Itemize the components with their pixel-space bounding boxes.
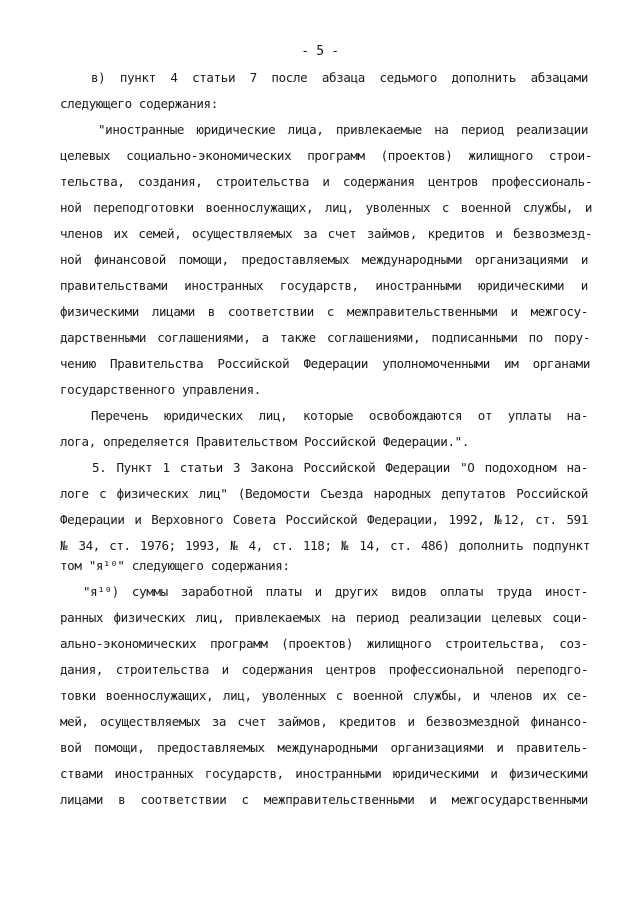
text-line: логе с физических лиц" (Ведомости Съезда народных депутатов Российской	[60, 486, 588, 501]
text-line: том "я¹⁰" следующего содержания:	[60, 558, 290, 573]
text-line: ной переподготовки военнослужащих, лиц, уволенных с военной службы, и	[60, 200, 592, 215]
text-line: государственного управления.	[60, 382, 261, 397]
text-line: чению Правительства Российской Федерации уполномоченными им органами	[60, 356, 590, 371]
text-line: Федерации и Верховного Совета Российской Федерации, 1992, №12, ст. 591	[60, 512, 588, 527]
text-line: "я¹⁰) суммы заработной платы и других видов оплаты труда иност-	[83, 584, 588, 599]
text-line: ной финансовой помощи, предоставляемых международными организациями и	[60, 252, 588, 267]
text-line: № 34, ст. 1976; 1993, № 4, ст. 118; № 14, ст. 486) дополнить подпункт	[60, 538, 590, 553]
text-line: ально-экономических программ (проектов) жилищного строительства, соз-	[60, 636, 588, 651]
text-line: "иностранные юридические лица, привлекаемые на период реализации	[98, 122, 588, 137]
text-line: следующего содержания:	[60, 96, 218, 111]
text-line: физическими лицами в соответствии с межправительственными и межгосу-	[60, 304, 588, 319]
text-line: дарственными соглашениями, а также соглашениями, подписанными по пору-	[60, 330, 590, 345]
text-line: мей, осуществляемых за счет займов, кредитов и безвозмездной финансо-	[60, 714, 588, 729]
text-line: целевых социально-экономических программ (проектов) жилищного строи-	[60, 148, 592, 163]
text-line: 5. Пункт 1 статьи 3 Закона Российской Федерации "О подоходном на-	[92, 460, 588, 475]
text-line: ствами иностранных государств, иностранными юридическими и физическими	[60, 766, 588, 781]
text-line: ранных физических лиц, привлекаемых на период реализации целевых соци-	[60, 610, 588, 625]
text-line: лицами в соответствии с межправительственными и межгосударственными	[60, 792, 588, 807]
text-line: в) пункт 4 статьи 7 после абзаца седьмого дополнить абзацами	[91, 70, 588, 85]
page-number: - 5 -	[301, 44, 339, 59]
text-line: товки военнослужащих, лиц, уволенных с военной службы, и членов их се-	[60, 688, 588, 703]
text-line: вой помощи, предоставляемых международными организациями и правитель-	[60, 740, 588, 755]
text-line: членов их семей, осуществляемых за счет займов, кредитов и безвозмезд-	[60, 226, 592, 241]
text-line: тельства, создания, строительства и содержания центров профессиональ-	[60, 174, 592, 189]
text-line: дания, строительства и содержания центров профессиональной переподго-	[60, 662, 588, 677]
text-line: Перечень юридических лиц, которые освобождаются от уплаты на-	[91, 408, 588, 423]
text-line: правительствами иностранных государств, иностранными юридическими и	[60, 278, 588, 293]
text-line: лога, определяется Правительством Российской Федерации.".	[60, 434, 470, 449]
